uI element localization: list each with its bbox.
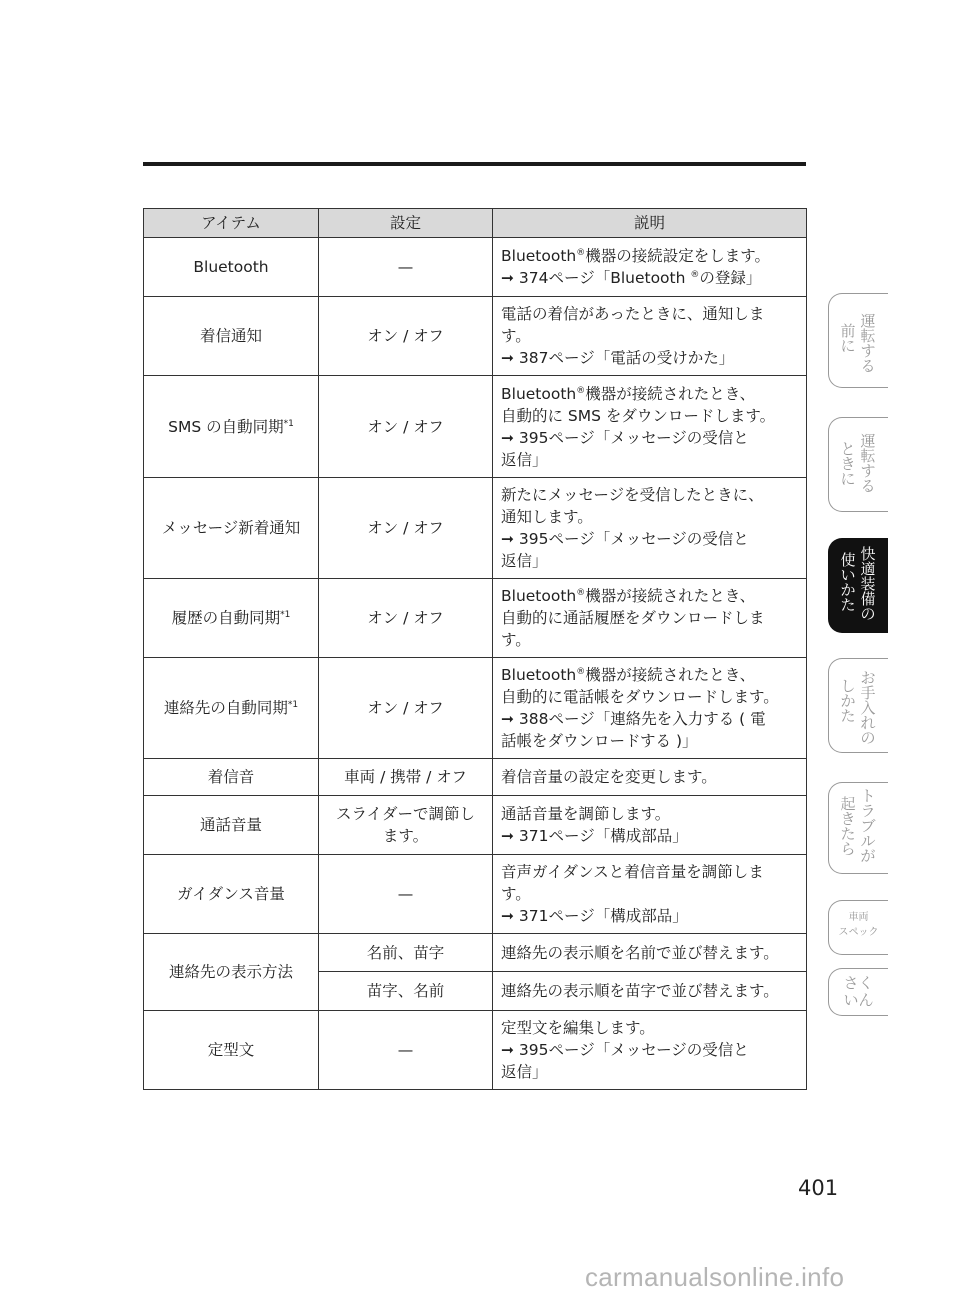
watermark: carmanualsonline.info <box>585 1262 845 1292</box>
header-item: アイテム <box>144 209 319 238</box>
table-row <box>144 376 807 478</box>
setting-cell: — <box>319 1011 493 1090</box>
footnote-mark: *1 <box>280 610 291 620</box>
description-cell: 連絡先の表示順を名前で並び替えます。 <box>493 934 807 972</box>
footnote-mark: *1 <box>287 700 299 710</box>
table-row <box>144 238 807 297</box>
description-cell: Bluetooth®機器の接続設定をします。 ➞ 374ページ「Bluetooth ®の登録」 <box>493 238 807 297</box>
item-cell: 履歴の自動同期$^{*1}$ <box>144 579 319 658</box>
setting-cell: 車両 / 携帯 / オフ <box>319 759 493 796</box>
table-header-row <box>144 209 807 238</box>
item-cell: 通話音量 <box>144 796 319 855</box>
chapter-tab-maintenance[interactable]: お手入れの しかた <box>828 658 888 753</box>
chapter-tab-before-driving[interactable]: 運転する 前に <box>828 293 888 388</box>
description-cell: 新たにメッセージを受信したときに、 通知します。 ➞ 395ページ「メッセージの受信と 返信」 <box>493 478 807 579</box>
table-row <box>144 297 807 376</box>
description-cell: 音声ガイダンスと着信音量を調節しま す。 ➞ 371ページ「構成部品」 <box>493 855 807 934</box>
footnote-mark: *1 <box>283 418 294 429</box>
description-cell: 電話の着信があったときに、通知しま す。 ➞ 387ページ「電話の受けかた」 <box>493 297 807 376</box>
top-rule <box>143 162 806 166</box>
setting-cell: オン / オフ <box>319 478 493 579</box>
chapter-tab-while-driving[interactable]: 運転する ときに <box>828 417 888 512</box>
table-row <box>144 658 807 759</box>
setting-cell: オン / オフ <box>319 658 493 759</box>
table-row <box>144 796 807 855</box>
chapter-tab-index[interactable]: さく いん <box>828 968 888 1016</box>
setting-cell: オン / オフ <box>319 579 493 658</box>
chapter-tab-specifications[interactable]: 車両 スペック <box>828 900 888 955</box>
description-cell: Bluetooth®機器が接続されたとき、 自動的に電話帳をダウンロードします。 ➞ 388ページ「連絡先を入力する ( 電 話帳をダウンロードする )」 <box>493 658 807 759</box>
item-cell: SMS の自動同期$^{*1}$ <box>144 376 319 478</box>
setting-cell: オン / オフ <box>319 376 493 478</box>
item-cell: 連絡先の自動同期$^{*1}$ <box>144 658 319 759</box>
table-row <box>144 579 807 658</box>
description-cell: 着信音量の設定を変更します。 <box>493 759 807 796</box>
item-cell: Bluetooth <box>144 238 319 297</box>
setting-cell: — <box>319 855 493 934</box>
table-row <box>144 934 807 972</box>
chapter-tab-comfort-features[interactable]: 快適装備の 使いかた <box>828 538 888 633</box>
description-cell: Bluetooth®機器が接続されたとき、 自動的に通話履歴をダウンロードしま す。 <box>493 579 807 658</box>
item-cell: 着信音 <box>144 759 319 796</box>
setting-cell: 名前、苗字 <box>319 934 493 972</box>
item-cell: 定型文 <box>144 1011 319 1090</box>
table-row <box>144 855 807 934</box>
item-cell: 着信通知 <box>144 297 319 376</box>
description-cell: 定型文を編集します。 ➞ 395ページ「メッセージの受信と 返信」 <box>493 1011 807 1090</box>
table-row <box>144 1011 807 1090</box>
item-cell: 連絡先の表示方法 <box>144 934 319 1011</box>
table-row <box>144 478 807 579</box>
chapter-tab-troubleshooting[interactable]: トラブルが 起きたら <box>828 782 888 874</box>
description-cell: Bluetooth®機器が接続されたとき、 自動的に SMS をダウンロードします。 ➞ 395ページ「メッセージの受信と 返信」 <box>493 376 807 478</box>
settings-table <box>143 208 807 1090</box>
setting-cell: スライダーで調節し ます。 <box>319 796 493 855</box>
description-cell: 通話音量を調節します。 ➞ 371ページ「構成部品」 <box>493 796 807 855</box>
description-cell: 連絡先の表示順を苗字で並び替えます。 <box>493 972 807 1011</box>
page-number: 401 <box>798 1176 839 1200</box>
header-description: 説明 <box>493 209 807 238</box>
item-cell: メッセージ新着通知 <box>144 478 319 579</box>
setting-cell: オン / オフ <box>319 297 493 376</box>
setting-cell: 苗字、名前 <box>319 972 493 1011</box>
table-row <box>144 759 807 796</box>
item-cell: ガイダンス音量 <box>144 855 319 934</box>
header-setting: 設定 <box>319 209 493 238</box>
setting-cell: — <box>319 238 493 297</box>
